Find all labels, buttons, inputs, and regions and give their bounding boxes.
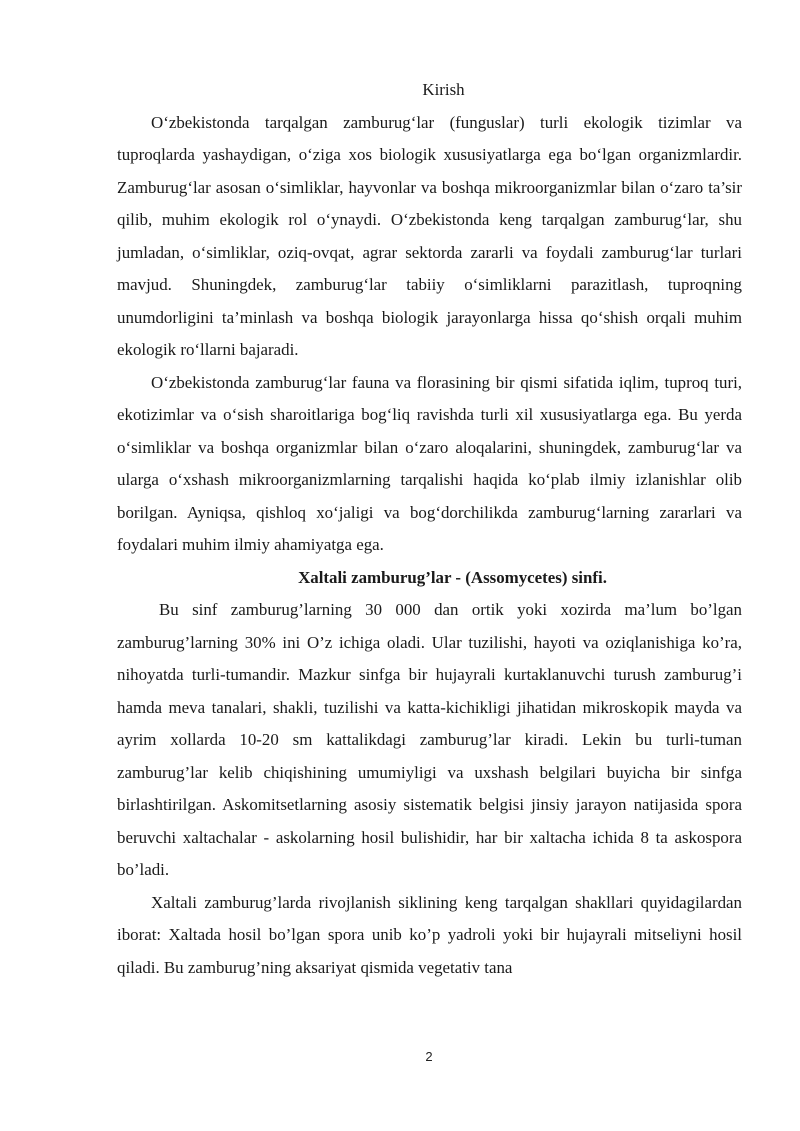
section-paragraph-2: Xaltali zamburug’larda rivojlanish siklining keng tarqalgan shakllari quyidagilardan iborat: Xaltada hosil bo’lgan spora unib ko’p yadroli yoki bir hujayrali mitseliyni hosil qiladi. Bu zamburug’ning aksariyat qismida vegetativ tana	[117, 892, 742, 977]
page-content	[117, 74, 742, 984]
section-paragraph-1: Bu sinf zamburug’larning 30 000 dan ortik yoki xozirda ma’lum bo’lgan zamburug’larning 30% ini O’z ichiga oladi. Ular tuzilishi, hayoti va oziqlanishiga ko’ra, nihoyatda turli-tumandir. Mazkur sinfga bir hujayrali kurtaklanuvchi turush zamburug’i hamda meva tanalari, shakli, tuzilishi va katta-kichikligi jihatidan mikroskopik mayda va ayrim xollarda 10-20 sm kattalikdagi zamburug’lar kiradi. Lekin bu turli-tuman zamburug’lar kelib chiqishining umumiyligi va uxshash belgilari buyicha bir sinfga birlashtirilgan. Askomitsetlarning asosiy sistematik belgisi jinsiy jarayon natijasida spora beruvchi xaltachalar - askolarning hosil bulishidir, har bir xaltacha ichida 8 ta askospora bo’ladi.	[117, 600, 742, 879]
section-heading: Xaltali zamburug’lar - (Assomycetes) sinfi.	[298, 567, 607, 587]
page-title: Kirish	[422, 80, 465, 99]
intro-paragraph-1: O‘zbekistonda tarqalgan zamburug‘lar (funguslar) turli ekologik tizimlar va tuproqlarda yashaydigan, o‘ziga xos biologik xususiyatlarga ega bo‘lgan organizmlardir. Zamburug‘lar asosan o‘simliklar, hayvonlar va boshqa mikroorganizmlar bilan o‘zaro ta’sir qilib, muhim ekologik rol o‘ynaydi. O‘zbekistonda keng tarqalgan zamburug‘lar, shu jumladan, o‘simliklar, oziq-ovqat, agrar sektorda zararli va foydali zamburug‘lar turlari mavjud. Shuningdek, zamburug‘lar tabiiy o‘simliklarni parazitlash, tuproqning unumdorligini ta’minlash va boshqa biologik jarayonlarga hissa qo‘shish orqali muhim ekologik ro‘llarni bajaradi.	[117, 112, 742, 359]
page-number: 2	[425, 1049, 433, 1064]
intro-paragraph-2: O‘zbekistonda zamburug‘lar fauna va florasining bir qismi sifatida iqlim, tuproq turi, ekotizimlar va o‘sish sharoitlariga bog‘liq ravishda turli xil xususiyatlarga ega. Bu yerda o‘simliklar va boshqa organizmlar bilan o‘zaro aloqalarini, shuningdek, zamburug‘lar va ularga o‘xshash mikroorganizmlarning tarqalishi haqida ko‘plab ilmiy izlanishlar olib borilgan. Ayniqsa, qishloq xo‘jaligi va bog‘dorchilikda zamburug‘larning zararlari va foydalari muhim ilmiy ahamiyatga ega.	[117, 372, 742, 554]
